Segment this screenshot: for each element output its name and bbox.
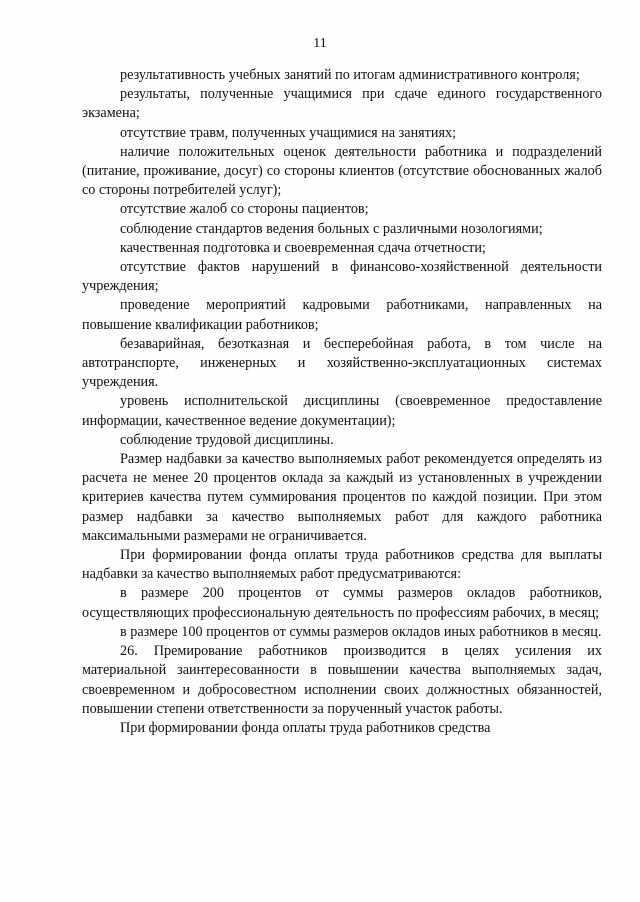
paragraph-fund-formation-continued: При формировании фонда оплаты труда работников средства	[120, 719, 491, 736]
paragraph-reporting: качественная подготовка и своевременная сдача отчетности;	[120, 239, 486, 256]
paragraph-200-percent: в размере 200 процентов от суммы размеров окладов работников, осуществляющих профессиональную деятельность по профессиям рабочих, в месяц;	[82, 585, 602, 621]
paragraph-no-violations: отсутствие фактов нарушений в финансово-хозяйственной деятельности учреждения;	[82, 259, 602, 295]
paragraph-exam-results: результаты, полученные учащимися при сдаче единого государственного экзамена;	[82, 86, 602, 122]
paragraph-no-patient-complaints: отсутствие жалоб со стороны пациентов;	[120, 201, 369, 218]
document-body	[82, 66, 602, 738]
paragraph-section-26-bonuses: 26. Премирование работников производится в целях усиления их материальной заинтересованности в повышении качества выполняемых задач, своевременном и добросовестном исполнении своих должностных обязанностей, повышении степени ответственности за порученный участок работы.	[82, 643, 602, 717]
paragraph-no-injuries: отсутствие травм, полученных учащимися на занятиях;	[120, 124, 457, 141]
paragraph-positive-evaluations: наличие положительных оценок деятельности работника и подразделений (питание, проживание, досуг) со стороны клиентов (отсутствие обоснованных жалоб со стороны потребителей услуг);	[82, 143, 602, 199]
paragraph-trouble-free-work: безаварийная, безотказная и бесперебойная работа, в том числе на автотранспорте, инженерных и хозяйственно-эксплуатационных системах учреждения.	[82, 335, 602, 391]
paragraph-bonus-size: Размер надбавки за качество выполняемых работ рекомендуется определять из расчета не менее 20 процентов оклада за каждый из установленных в учреждении критериев качества путем суммирования процентов по каждой позиции. При этом размер надбавки за качество выполняемых работ для каждого работника максимальными размерами не ограничивается.	[82, 451, 602, 544]
paragraph-hr-activities: проведение мероприятий кадровыми работниками, направленных на повышение квалификации работников;	[82, 297, 602, 333]
paragraph-executive-discipline: уровень исполнительской дисциплины (своевременное предоставление информации, качественное ведение документации);	[82, 393, 602, 429]
paragraph-100-percent: в размере 100 процентов от суммы размеров окладов иных работников в месяц.	[120, 623, 602, 640]
paragraph-fund-formation: При формировании фонда оплаты труда работников средства для выплаты надбавки за качество выполняемых работ предусматриваются:	[82, 547, 602, 583]
page-number: 11	[313, 36, 327, 51]
paragraph-care-standards: соблюдение стандартов ведения больных с различными нозологиями;	[120, 220, 543, 237]
paragraph-labor-discipline: соблюдение трудовой дисциплины.	[120, 431, 334, 448]
paragraph-admin-control: результативность учебных занятий по итогам административного контроля;	[120, 67, 580, 83]
